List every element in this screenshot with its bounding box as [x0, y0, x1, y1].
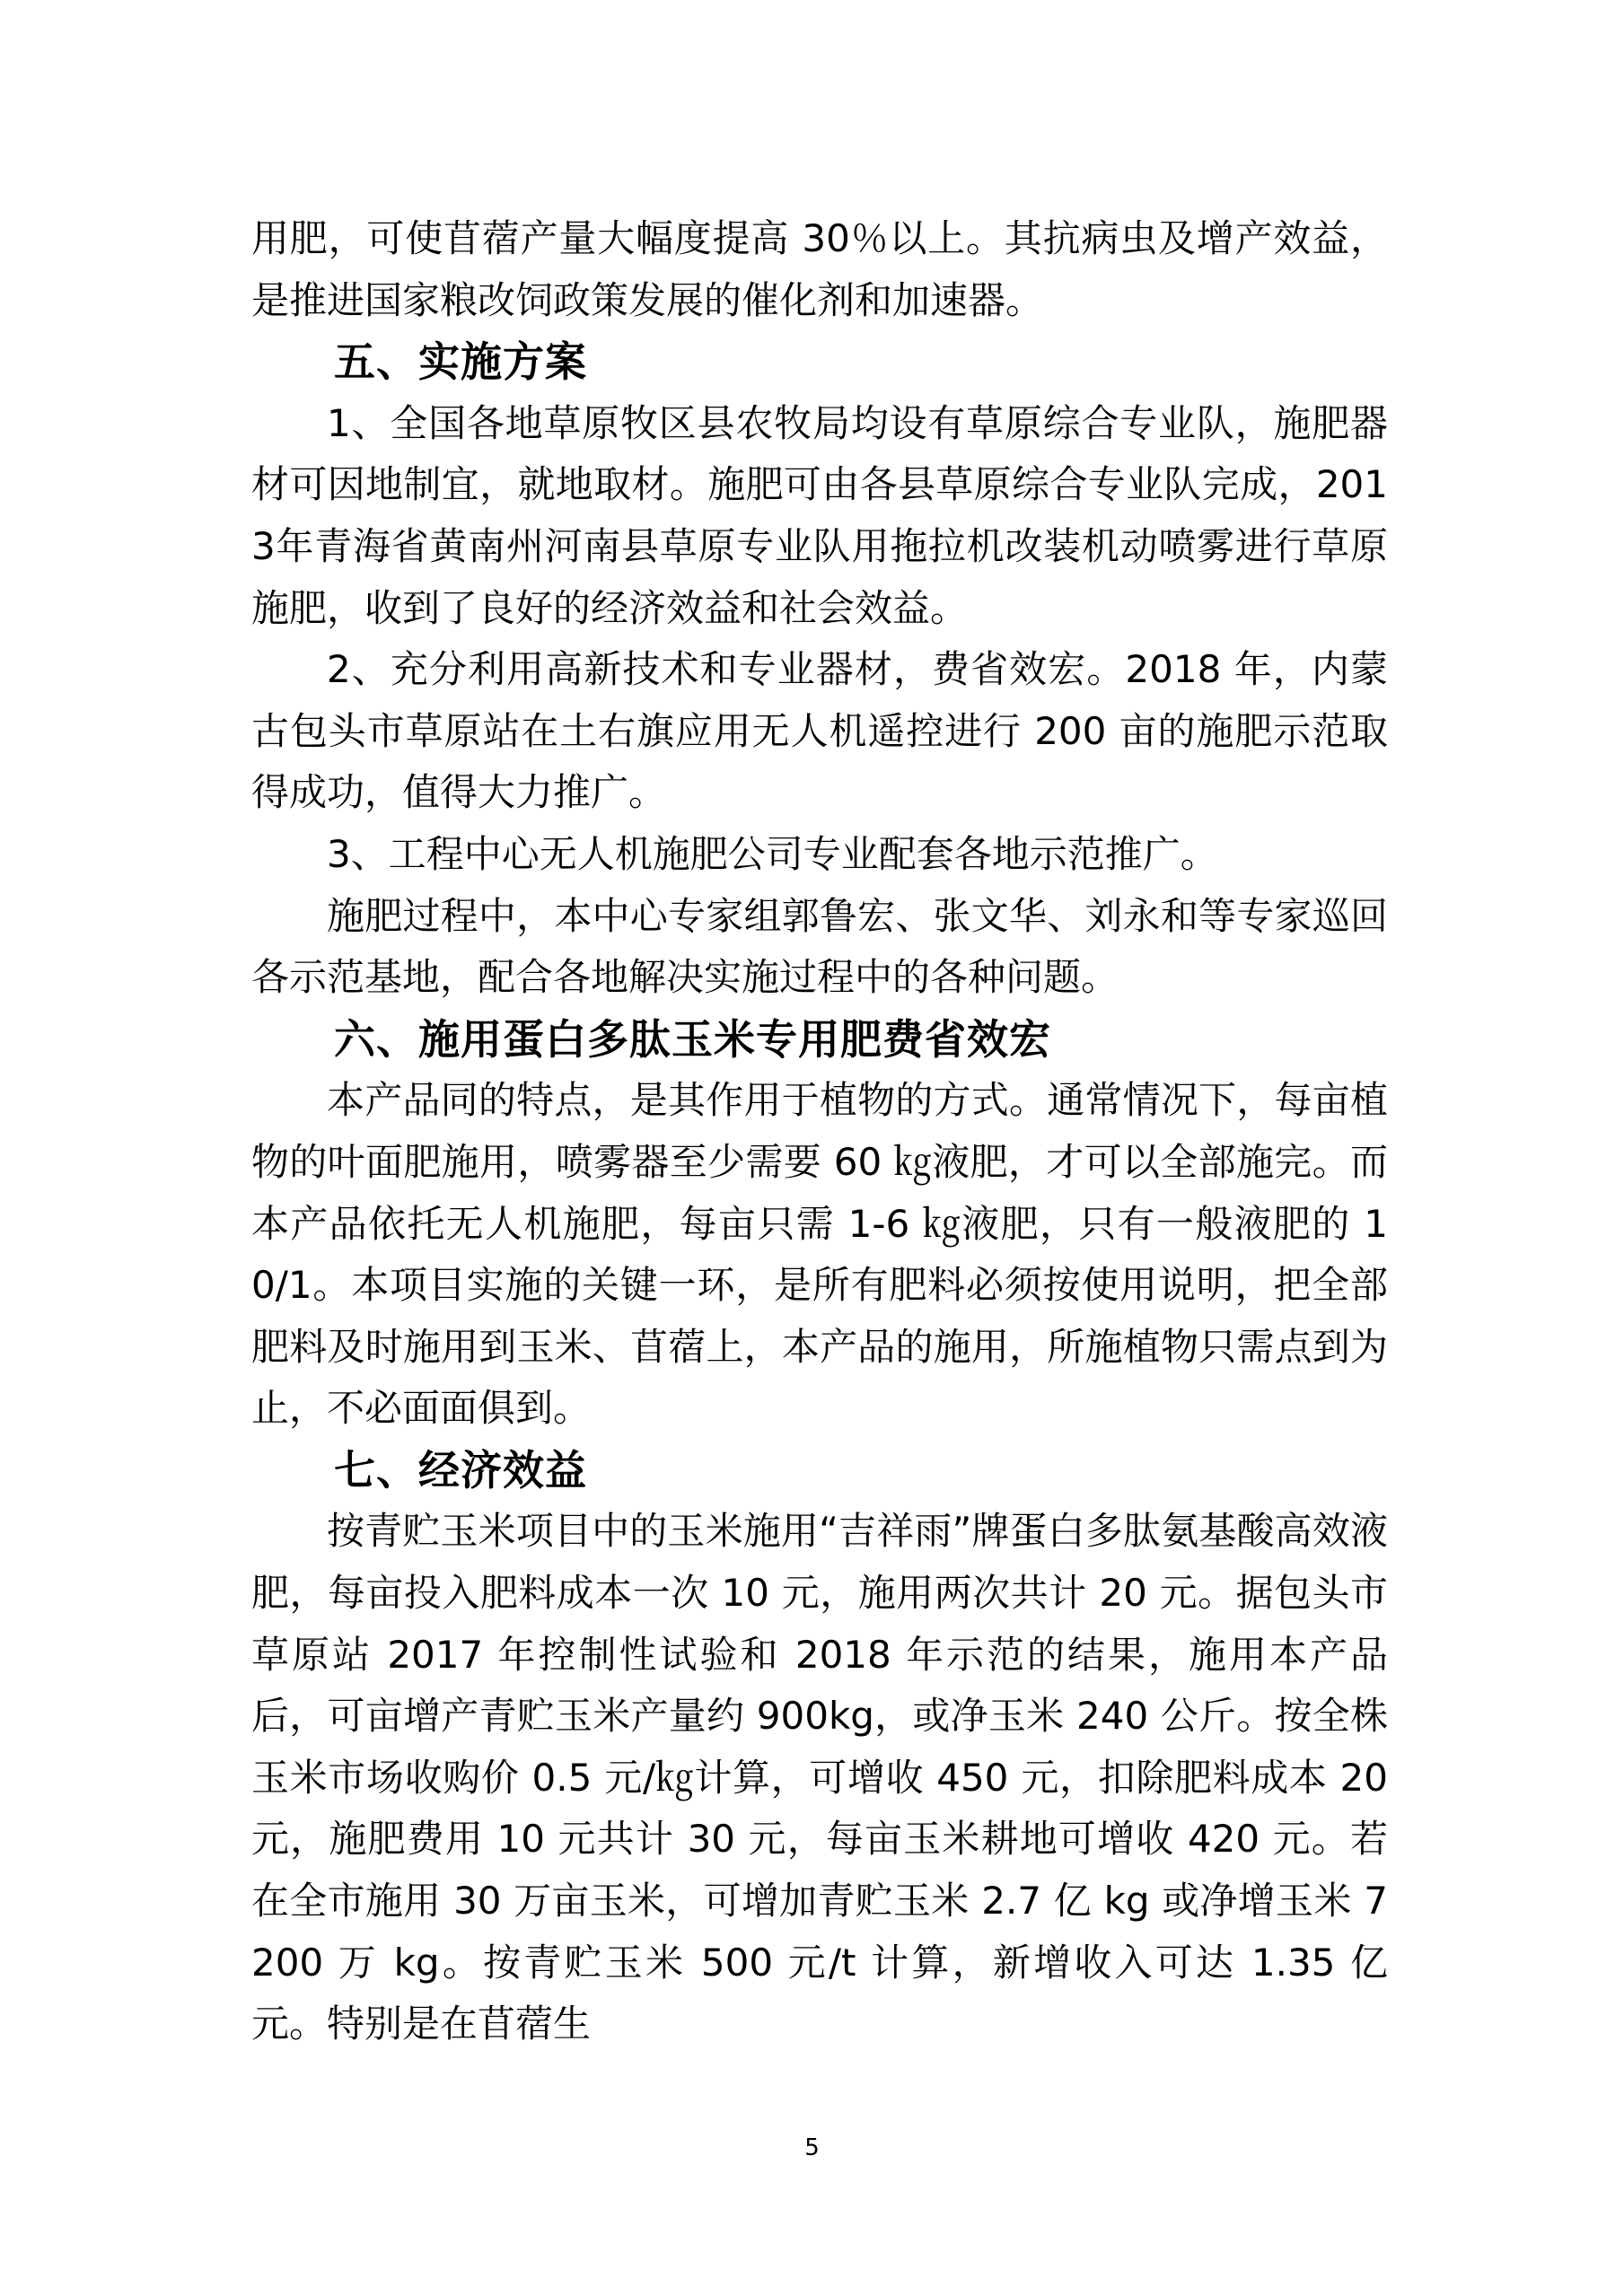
paragraph-implementation-2: 2、充分利用高新技术和专业器材，费省效宏。2018 年，内蒙古包头市草原站在土右旗应用无人机遥控进行 200 亩的施肥示范取得成功，值得大力推广。	[251, 647, 1388, 815]
paragraph-economic-benefit: 按青贮玉米项目中的玉米施用“吉祥雨”牌蛋白多肽氨基酸高效液肥，每亩投入肥料成本一次 10 元，施用两次共计 20 元。据包头市草原站 2017 年控制性试验和 2018 年示范的结果，施用本产品后，可亩增产青贮玉米产量约 900kg，或净玉米 240 公斤。按全株玉米市场收购价 0.5 元/㎏计算，可增收 450 元，扣除肥料成本 20 元，施肥费用 10 元共计 30 元，每亩玉米耕地可增收 420 元。若在全市施用 30 万亩玉米，可增加青贮玉米 2.7 亿 kg 或净增玉米 7200 万 kg。按青贮玉米 500 元/t 计算，新增收入可达 1.35 亿元。特别是在苜蓿生	[251, 1509, 1388, 2046]
page-body	[251, 208, 1388, 2055]
section-heading-fertilizer: 六、施用蛋白多肽玉米专用肥费省效宏	[334, 1014, 1051, 1064]
paragraph-continuation: 用肥，可使苜蓿产量大幅度提高 30％以上。其抗病虫及增产效益，是推进国家粮改饲政策发展的催化剂和加速器。	[251, 216, 1388, 322]
paragraph-implementation-3: 3、工程中心无人机施肥公司专业配套各地示范推广。	[327, 831, 1218, 876]
page-number: 5	[804, 2134, 820, 2161]
section-heading-economic-benefit: 七、经济效益	[334, 1445, 587, 1494]
paragraph-fertilizer: 本产品同的特点，是其作用于植物的方式。通常情况下，每亩植物的叶面肥施用，喷雾器至少需要 60 ㎏液肥，才可以全部施完。而本产品依托无人机施肥，每亩只需 1-6 ㎏液肥，只有一般液肥的 10/1。本项目实施的关键一环，是所有肥料必须按使用说明，把全部肥料及时施用到玉米、苜蓿上，本产品的施用，所施植物只需点到为止，不必面面俱到。	[251, 1078, 1388, 1431]
paragraph-implementation-1: 1、全国各地草原牧区县农牧局均设有草原综合专业队，施肥器材可因地制宜，就地取材。施肥可由各县草原综合专业队完成，2013年青海省黄南州河南县草原专业队用拖拉机改装机动喷雾进行草原施肥，收到了良好的经济效益和社会效益。	[251, 400, 1388, 630]
paragraph-experts: 施肥过程中，本中心专家组郭鲁宏、张文华、刘永和等专家巡回各示范基地，配合各地解决实施过程中的各种问题。	[251, 893, 1388, 1000]
section-heading-implementation: 五、实施方案	[334, 337, 587, 387]
